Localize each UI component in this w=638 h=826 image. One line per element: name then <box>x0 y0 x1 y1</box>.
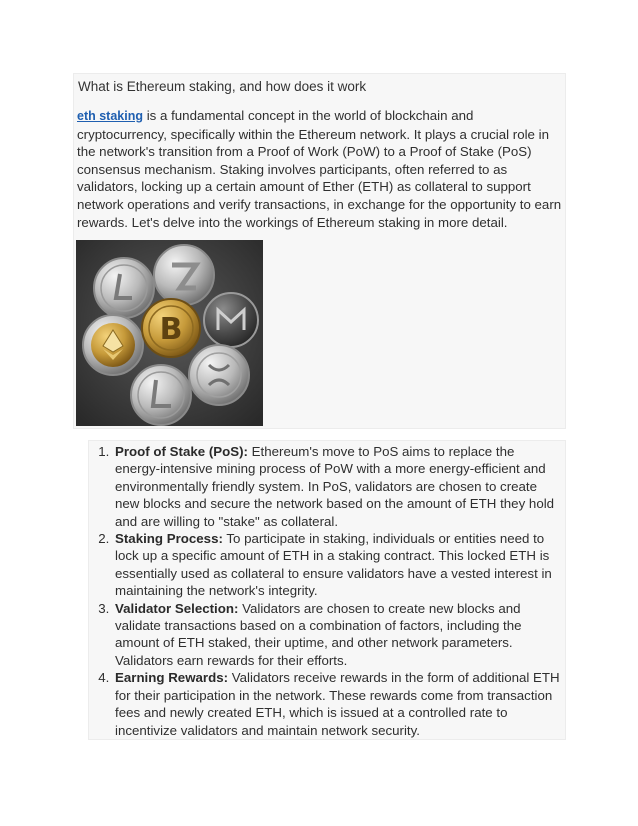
staking-details-list <box>89 443 563 739</box>
list-item-heading: Earning Rewards: <box>115 670 229 686</box>
list-item-text: Validators are chosen to create new blocks and validate transactions based on a combination of factors, including the amount of ETH staked, their uptime, and other network parameters. Validators earn rewards for their efforts. <box>115 600 522 668</box>
intro-section <box>73 73 566 429</box>
intro-paragraph <box>77 107 565 231</box>
list-item-text: Ethereum's move to PoS aims to replace the energy-intensive mining process of PoW with a more energy-efficient and environmentally friendly system. In PoS, validators are chosen to create new blocks and secure the network based on the amount of ETH they hold and are willing to "stake" as collateral. <box>115 444 555 529</box>
cryptocurrency-coins-photo <box>76 240 263 426</box>
list-item-text: Validators receive rewards in the form of additional ETH for their participation in the network. These rewards come from transaction fees and newly created ETH, which is issued at a controlled rate to incentivize validators and maintain network security. <box>115 670 560 738</box>
list-item-text: To participate in staking, individuals or entities need to lock up a specific amount of ETH in a staking contract. This locked ETH is essentially used as collateral to ensure validators have a vested interest in maintaining the network's integrity. <box>115 531 552 599</box>
list-item <box>113 443 563 530</box>
article-title: What is Ethereum staking, and how does it work <box>78 79 367 94</box>
list-item-heading: Proof of Stake (PoS): <box>115 444 248 459</box>
staking-details-list-section <box>88 440 566 740</box>
svg-text:B: B <box>159 312 183 347</box>
eth-staking-link[interactable]: eth staking <box>77 109 143 123</box>
intro-body-text: is a fundamental concept in the world of blockchain and cryptocurrency, specifically within the Ethereum network. It plays a crucial role in the network's transition from a Proof of Work (PoW) to a Proof of Stake (PoS) consensus mechanism. Staking involves participants, often referred to as validators, locking up a certain amount of Ether (ETH) as collateral to support network operations and verify transactions, in exchange for the opportunity to earn rewards. Let's delve into the workings of Ethereum staking in more detail. <box>77 108 562 230</box>
list-item-heading: Staking Process: <box>115 531 223 547</box>
list-item <box>113 669 563 739</box>
list-item <box>113 600 563 670</box>
list-item-heading: Validator Selection: <box>115 600 239 616</box>
list-item <box>113 530 563 600</box>
